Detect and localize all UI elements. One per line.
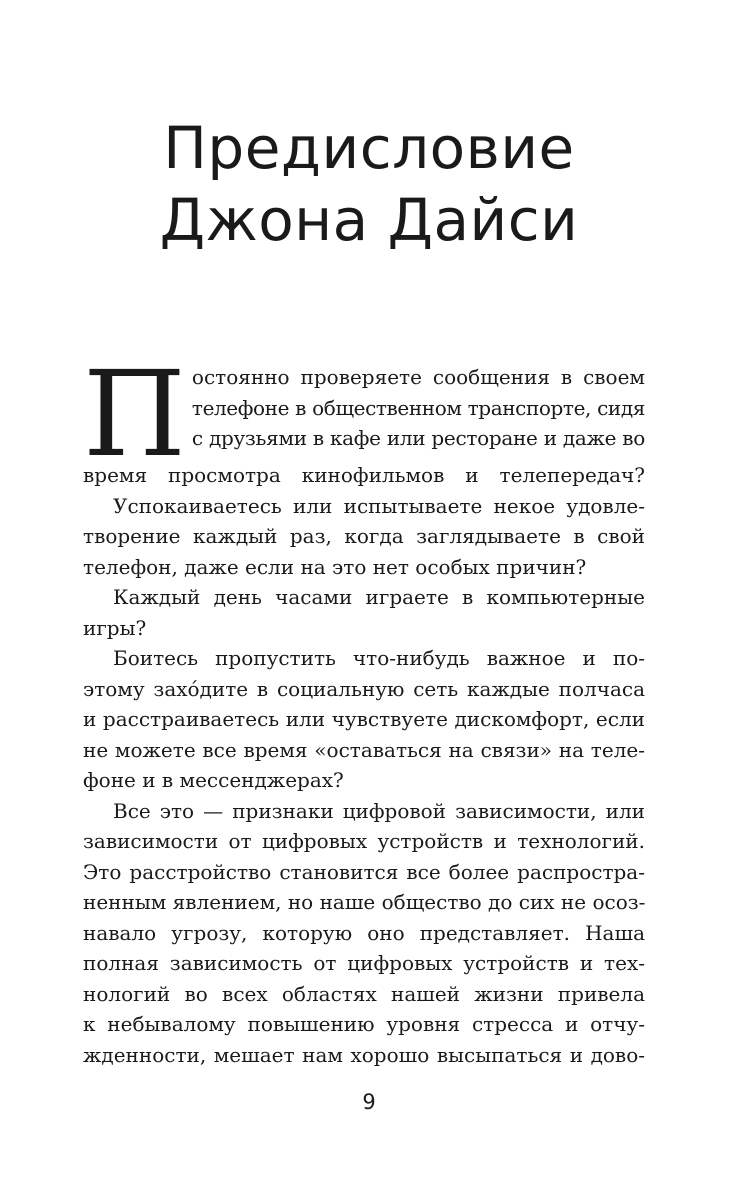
chapter-title	[0, 112, 738, 256]
text-line: с друзьями в кафе или ресторане и даже во	[191, 426, 645, 450]
text-line: игры?	[83, 615, 147, 640]
text-line: Успокаиваетесь или испытываете некое удовле-	[113, 493, 645, 518]
text-line: фоне и в мессенджерах?	[83, 768, 344, 792]
paragraph-3	[83, 582, 645, 643]
chapter-title-line-1: Предисловие	[163, 114, 575, 182]
text-line: творение каждый раз, когда заглядываете в свой	[83, 524, 645, 548]
page-number: 9	[362, 1090, 376, 1114]
text-line: Все это — признаки цифровой зависимости, или	[113, 798, 645, 823]
body-text	[83, 345, 646, 1070]
text-line: Каждый день часами играете в компьютерные	[113, 585, 645, 609]
chapter-title-line-2: Джона Дайси	[159, 186, 579, 254]
paragraph-2	[83, 491, 645, 583]
text-line: не можете все время «оставаться на связи» на теле-	[83, 737, 645, 762]
text-line: Боитесь пропустить что-нибудь важное и по-	[113, 646, 645, 670]
text-line: этому захóдите в социальную сеть каждые полчаса	[83, 676, 645, 701]
text-line: к небывалому повышению уровня стресса и отчу-	[83, 1012, 645, 1036]
text-line: время просмотра кинофильмов и телепередач?	[83, 463, 645, 487]
text-line: ненным явлением, но наше общество до сих не осоз-	[83, 890, 646, 914]
text-line: нологий во всех областях нашей жизни привела	[83, 981, 645, 1006]
drop-cap: П	[83, 345, 186, 483]
text-line: телефоне в общественном транспорте, сидя	[191, 395, 645, 420]
text-line: полная зависимость от цифровых устройств и тех-	[83, 951, 645, 975]
paragraph-5	[83, 796, 645, 1071]
text-line: Это расстройство становится все более распростра-	[83, 859, 645, 884]
text-line: зависимости от цифровых устройств и технологий.	[83, 829, 645, 853]
text-line: остоянно проверяете сообщения в своем	[191, 365, 645, 389]
text-line: и расстраиваетесь или чувствуете дискомфорт, если	[83, 707, 645, 731]
paragraph-4	[83, 643, 645, 796]
text-line: навало угрозу, которую оно представляет. Наша	[83, 920, 645, 945]
text-line: телефон, даже если на это нет особых причин?	[83, 554, 587, 579]
text-line: жденности, мешает нам хорошо высыпаться и дово-	[83, 1042, 645, 1067]
paragraph-1	[83, 345, 645, 491]
